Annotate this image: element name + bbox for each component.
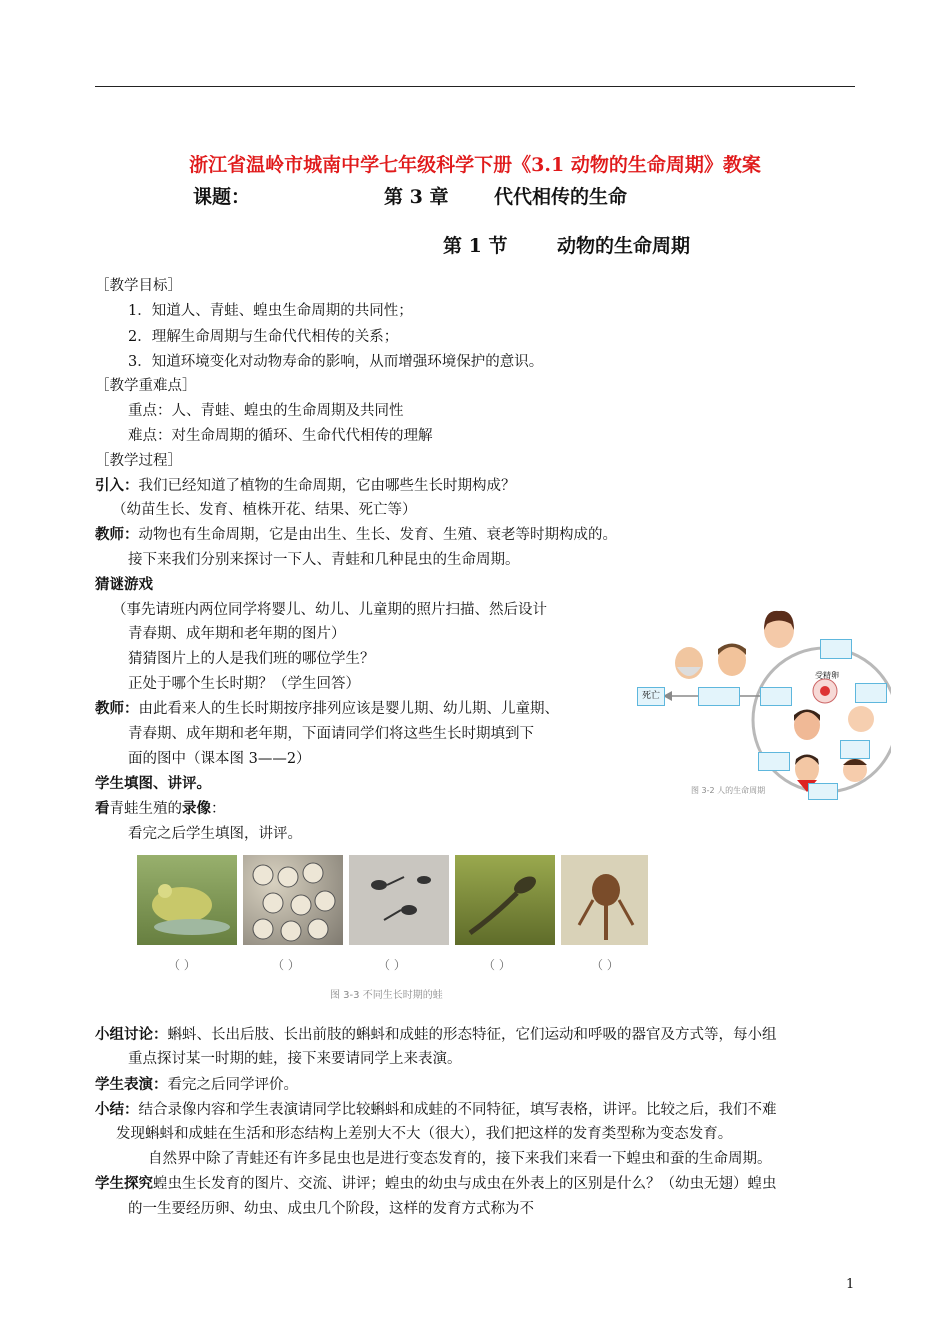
- section-number: 第 1 节: [443, 235, 508, 257]
- video-suffix: ：: [211, 801, 226, 817]
- teacher2-line: 由此看来人的生长时期按序排列应该是婴儿期、幼儿期、儿童期、: [138, 701, 559, 717]
- stage-label-box: [698, 687, 740, 706]
- objective-item: 1．知道人、青蛙、蝗虫生命周期的共同性；: [128, 303, 413, 319]
- document-title: 浙江省温岭市城南中学七年级科学下册《3.1 动物的生命周期》教案: [189, 154, 761, 176]
- focus-text: 重点：人、青蛙、蝗虫的生命周期及共同性: [128, 403, 404, 419]
- stage-label-box: [758, 752, 790, 771]
- egg-cluster-icon: [243, 855, 343, 945]
- chapter-name: 代代相传的生命: [494, 186, 628, 208]
- tadpole-icon: [455, 855, 555, 945]
- frog-stage-image-tadpole-hindlegs: [455, 855, 555, 945]
- discussion-line: 重点探讨某一时期的蛙，接下来要请同学上来表演。: [128, 1051, 462, 1067]
- summary-line: 发现蝌蚪和成蛙在生活和形态结构上差别大不大（很大），我们把这样的发育类型称为变态发育。: [116, 1126, 733, 1142]
- discussion-paragraph: [95, 1023, 777, 1047]
- perform-label: 学生表演：: [95, 1076, 168, 1093]
- difficulty-text: 难点：对生命周期的循环、生命代代相传的理解: [128, 428, 433, 444]
- teacher-text: 动物也有生命周期，它是由出生、生长、发育、生殖、衰老等时期构成的。: [138, 527, 617, 543]
- explore-paragraph: [95, 1172, 777, 1196]
- summary-line: 自然界中除了青蛙还有许多昆虫也是进行变态发育的，接下来我们来看一下蝗虫和蚕的生命周期。: [148, 1151, 772, 1167]
- stage-label-box: [855, 683, 887, 703]
- chapter-number: 第 3 章: [384, 186, 449, 208]
- intro-answer: （幼苗生长、发育、植株开花、结果、死亡等）: [112, 502, 417, 518]
- intro-label: 引入：: [95, 477, 139, 494]
- frog-stage-image-tadpole-forelegs: [561, 855, 648, 945]
- stage-label-box: [840, 740, 870, 759]
- teacher-text-2: 接下来我们分别来探讨一下人、青蛙和几种昆虫的生命周期。: [128, 552, 520, 568]
- fill-heading: 学生填图、讲评。: [95, 775, 211, 792]
- process-heading: ［教学过程］: [95, 453, 182, 469]
- frog-answer-blank: （ ）: [378, 958, 406, 972]
- game-line: 正处于哪个生长时期？（学生回答）: [128, 676, 360, 692]
- video-prefix: 看: [95, 800, 110, 817]
- teacher-label: 教师：: [95, 526, 139, 543]
- froglet-icon: [561, 855, 648, 945]
- teacher2-label: 教师：: [95, 700, 139, 717]
- explore-label: 学生探究: [95, 1175, 153, 1192]
- tadpole-icon: [349, 855, 449, 945]
- death-label: 死亡: [637, 687, 665, 706]
- human-figure-caption: 图 3-2 人的生命周期: [691, 786, 766, 795]
- frog-stage-image-tadpoles: [349, 855, 449, 945]
- frog-answer-blank: （ ）: [272, 958, 300, 972]
- teacher2-line: 面的图中（课本图 3——2）: [128, 751, 311, 767]
- objective-item: 2．理解生命周期与生命代代相传的关系；: [128, 329, 399, 345]
- frog-answer-blank: （ ）: [591, 958, 619, 972]
- stage-label-box: [808, 783, 838, 800]
- perform-paragraph: [95, 1073, 298, 1097]
- stage-label-box: [760, 687, 792, 706]
- video-after: 看完之后学生填图，讲评。: [128, 826, 302, 842]
- video-line: [95, 797, 226, 821]
- teacher2-line: 青春期、成年期和老年期，下面请同学们将这些生长时期填到下: [128, 726, 534, 742]
- summary-paragraph: [95, 1098, 777, 1122]
- frog-stage-image-eggs: [243, 855, 343, 945]
- frog-figure-caption: 图 3-3 不同生长时期的蛙: [330, 990, 443, 1001]
- explore-line: 蝗虫生长发育的图片、交流、讲评；蝗虫的幼虫与成虫在外表上的区别是什么？（幼虫无翅）蝗虫: [153, 1176, 777, 1192]
- frog-icon: [137, 855, 237, 945]
- topic-label: 课题：: [193, 186, 251, 208]
- egg-label: 受精卵: [815, 671, 839, 680]
- video-bold: 录像: [182, 800, 211, 817]
- frog-stage-image-adult: [137, 855, 237, 945]
- intro-paragraph: [95, 474, 516, 498]
- discussion-label: 小组讨论：: [95, 1026, 168, 1043]
- section-name: 动物的生命周期: [557, 235, 691, 257]
- teacher-paragraph: [95, 523, 617, 547]
- keypoints-heading: ［教学重难点］: [95, 378, 197, 394]
- video-text: 青蛙生殖的: [109, 801, 182, 817]
- frog-answer-blank: （ ）: [483, 958, 511, 972]
- header-rule: [95, 86, 855, 87]
- perform-text: 看完之后同学评价。: [167, 1077, 298, 1093]
- objective-item: 3．知道环境变化对动物寿命的影响，从而增强环境保护的意识。: [128, 354, 544, 370]
- intro-text: 我们已经知道了植物的生命周期，它由哪些生长时期构成？: [138, 478, 516, 494]
- explore-line: 的一生要经历卵、幼虫、成虫几个阶段，这样的发育方式称为不: [128, 1201, 534, 1217]
- game-line: 青春期、成年期和老年期的图片）: [128, 626, 346, 642]
- stage-label-box: [820, 639, 852, 659]
- page-number: 1: [846, 1277, 855, 1292]
- frog-answer-blank: （ ）: [168, 958, 196, 972]
- game-line: （事先请班内两位同学将婴儿、幼儿、儿童期的照片扫描、然后设计: [112, 602, 547, 618]
- game-line: 猜猜图片上的人是我们班的哪位学生？: [128, 651, 375, 667]
- summary-line: 结合录像内容和学生表演请同学比较蝌蚪和成蛙的不同特征，填写表格，讲评。比较之后，我们不难: [138, 1102, 777, 1118]
- teacher2-paragraph: [95, 697, 559, 721]
- summary-label: 小结：: [95, 1101, 139, 1118]
- discussion-line: 蝌蚪、长出后肢、长出前肢的蝌蚪和成蛙的形态特征，它们运动和呼吸的器官及方式等，每小组: [167, 1027, 777, 1043]
- game-heading: 猜谜游戏: [95, 576, 153, 593]
- objectives-heading: ［教学目标］: [95, 278, 182, 294]
- human-lifecycle-figure: [615, 605, 891, 800]
